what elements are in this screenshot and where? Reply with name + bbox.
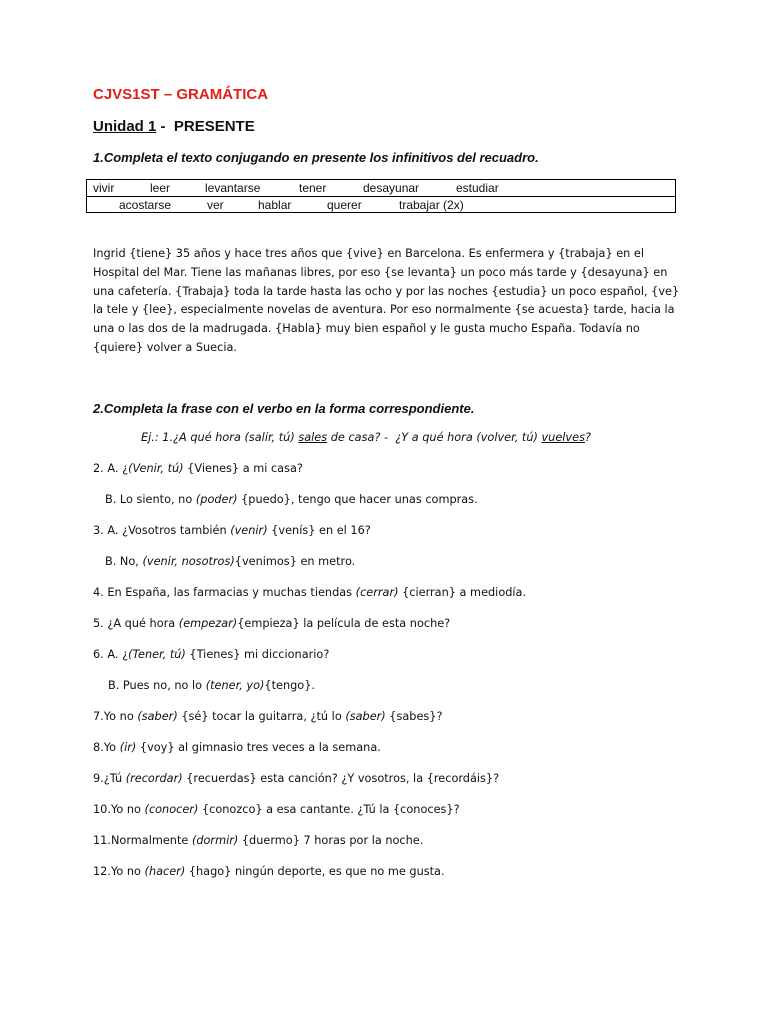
exercise-item-6a: 6. A. ¿(Tener, tú) {Tienes} mi diccionario? [93, 648, 330, 661]
exercise1-heading: 1.Completa el texto conjugando en presente los infinitivos del recuadro. [93, 150, 539, 165]
exercise-item-11: 11.Normalmente (dormir) {duermo} 7 horas por la noche. [93, 834, 424, 847]
example-answer: vuelves [541, 431, 585, 444]
exercise-item-7: 7.Yo no (saber) {sé} tocar la guitarra, ¿tú lo (saber) {sabes}? [93, 710, 443, 723]
infinitive-hint: (poder) [195, 493, 238, 506]
verb-item: acostarse [119, 198, 172, 212]
unit-topic: PRESENTE [173, 118, 255, 135]
infinitive-hint: (Tener, tú) [128, 648, 186, 661]
infinitive-hint: (venir, nosotros) [142, 555, 235, 568]
infinitive-hint: (cerrar) [355, 586, 399, 599]
exercise1-paragraph [93, 245, 679, 358]
unit-separator: - [156, 118, 170, 135]
exercise-item-2b: B. Lo siento, no (poder) {puedo}, tengo que hacer unas compras. [105, 493, 478, 506]
verb-item: ver [207, 198, 224, 212]
verb-item: leer [150, 181, 171, 195]
exercise-item-3b: B. No, (venir, nosotros){venimos} en metro. [105, 555, 356, 568]
verb-item: trabajar (2x) [399, 198, 464, 212]
unit-heading [93, 118, 255, 135]
example-answer: sales [298, 431, 328, 444]
exercise-item-5: 5. ¿A qué hora (empezar){empieza} la película de esta noche? [93, 617, 451, 630]
document-title: CJVS1ST – GRAMÁTICA [93, 86, 269, 103]
exercise-item-2a: 2. A. ¿(Venir, tú) {Vienes} a mi casa? [93, 462, 303, 475]
infinitive-hint: (tener, yo) [205, 679, 265, 692]
infinitive-hint: (saber) [345, 710, 386, 723]
verb-item: vivir [93, 181, 115, 195]
infinitive-hint: (dormir) [191, 834, 239, 847]
exercise-item-10: 10.Yo no (conocer) {conozco} a esa cantante. ¿Tú la {conoces}? [93, 803, 460, 816]
exercise-item-4: 4. En España, las farmacias y muchas tiendas (cerrar) {cierran} a mediodía. [93, 586, 527, 599]
verb-item: levantarse [205, 181, 261, 195]
infinitive-hint: (hacer) [144, 865, 186, 878]
paragraph-line: una cafetería. {Trabaja} toda la tarde hasta las ocho y por las noches {estudia} un poco español, {ve} [93, 284, 680, 298]
infinitive-hint: (saber) [137, 710, 178, 723]
infinitive-hint: (ir) [119, 741, 137, 754]
paragraph-line: una o las dos de la madrugada. {Habla} muy bien español y le gusta mucho España. Todavía no [93, 322, 640, 336]
paragraph-line: Ingrid {tiene} 35 años y hace tres años que {vive} en Barcelona. Es enfermera y {trabaja} en el [93, 247, 645, 260]
verb-box-row-1 [87, 180, 675, 197]
paragraph-line: la tele y {lee}, especialmente novelas de aventura. Por eso normalmente {se acuesta} tarde, hacia la [93, 303, 675, 317]
paragraph-line: {quiere} volver a Suecia. [93, 340, 237, 354]
infinitive-hint: (conocer) [144, 803, 199, 816]
infinitive-hint: (Venir, tú) [128, 462, 184, 475]
unit-label: Unidad 1 [93, 118, 157, 135]
example-sentence: Ej.: 1.¿A qué hora (salir, tú) sales de casa? - ¿Y a qué hora (volver, tú) vuelves? [141, 431, 591, 444]
verb-item: desayunar [363, 181, 420, 195]
infinitive-hint: (venir) [230, 524, 268, 537]
verb-item: estudiar [456, 181, 499, 195]
exercise-item-8: 8.Yo (ir) {voy} al gimnasio tres veces a la semana. [93, 741, 381, 754]
verb-box [86, 179, 676, 213]
exercise-item-9: 9.¿Tú (recordar) {recuerdas} esta canción? ¿Y vosotros, la {recordáis}? [93, 772, 500, 785]
exercise-item-3a: 3. A. ¿Vosotros también (venir) {venís} en el 16? [93, 524, 371, 537]
infinitive-hint: (empezar) [178, 617, 238, 630]
exercise-item-12: 12.Yo no (hacer) {hago} ningún deporte, es que no me gusta. [93, 865, 445, 878]
infinitive-hint: (recordar) [125, 772, 183, 785]
exercise2-heading: 2.Completa la frase con el verbo en la forma correspondiente. [93, 401, 475, 416]
paragraph-line: Hospital del Mar. Tiene las mañanas libres, por eso {se levanta} un poco más tarde y {desayuna} en [93, 265, 668, 279]
exercise-item-6b: B. Pues no, no lo (tener, yo){tengo}. [108, 679, 315, 692]
verb-item: querer [327, 198, 362, 212]
verb-item: hablar [258, 198, 292, 212]
verb-item: tener [299, 181, 327, 195]
verb-box-row-2 [87, 197, 675, 213]
